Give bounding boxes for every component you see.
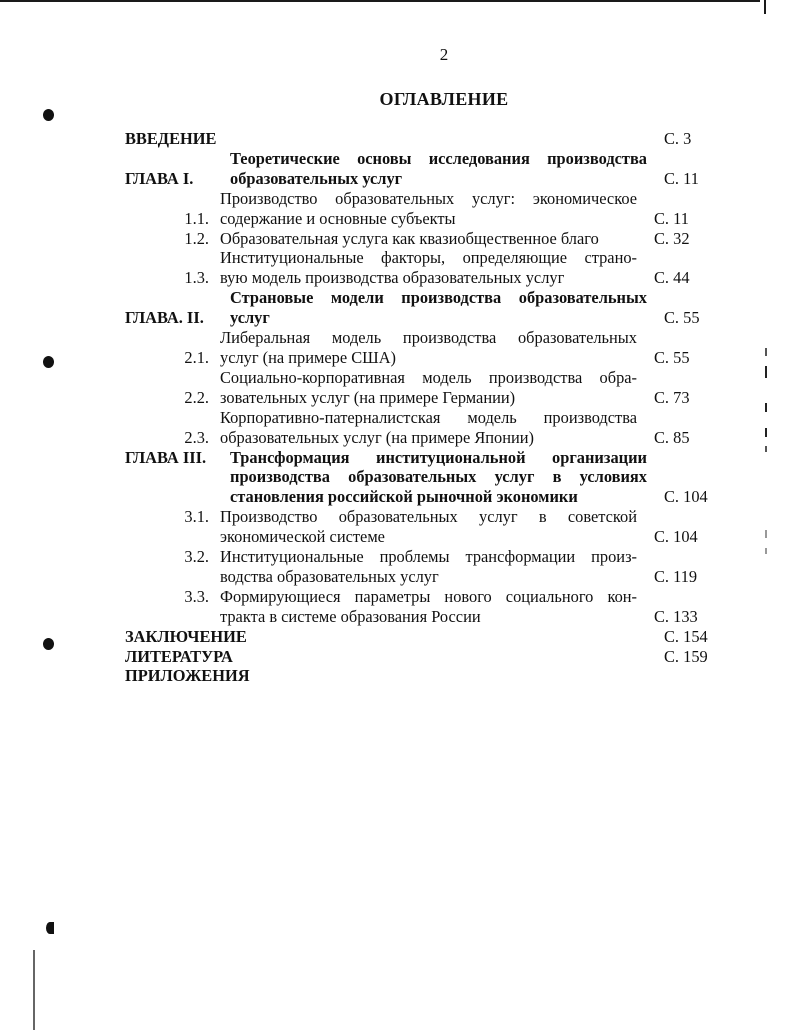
page-ref: С. 73 bbox=[654, 387, 690, 407]
chapter-title bbox=[230, 149, 647, 189]
chapter-label: ГЛАВА. II. bbox=[125, 308, 204, 328]
title-line: Производство образовательных услуг: экономическое bbox=[220, 188, 637, 208]
toc-entry-section-3-3 bbox=[125, 587, 715, 627]
page-ref: С. 104 bbox=[654, 527, 698, 547]
toc-entry-section-1-1 bbox=[125, 189, 715, 229]
section-title bbox=[220, 229, 637, 249]
page-ref: С. 159 bbox=[664, 646, 708, 666]
title-line: услуг bbox=[230, 308, 270, 328]
toc-entry-section-3-2 bbox=[125, 547, 715, 587]
scan-speck bbox=[765, 446, 767, 452]
toc-entry-chapter-1 bbox=[125, 149, 715, 189]
title-line: вую модель производства образовательных услуг bbox=[220, 268, 565, 288]
section-title bbox=[220, 189, 637, 229]
punch-hole-2 bbox=[43, 356, 54, 368]
entry-label: ЛИТЕРАТУРА bbox=[125, 646, 233, 666]
title-line: Трансформация институциональной организации bbox=[230, 447, 647, 467]
title-line: тракта в системе образования России bbox=[220, 606, 481, 626]
page-number: 2 bbox=[439, 45, 449, 64]
section-title bbox=[220, 328, 637, 368]
chapter-label: ГЛАВА III. bbox=[125, 447, 207, 467]
page-ref: С. 11 bbox=[654, 208, 689, 228]
punch-hole-1 bbox=[43, 109, 54, 121]
chapter-title bbox=[230, 448, 647, 508]
entry-label: ВВЕДЕНИЕ bbox=[125, 129, 217, 148]
toc-entry-appendix bbox=[125, 666, 715, 686]
title-line: Теоретические основы исследования производства bbox=[230, 148, 647, 168]
toc-entry-section-3-1 bbox=[125, 507, 715, 547]
table-of-contents bbox=[125, 129, 715, 686]
entry-label: ПРИЛОЖЕНИЯ bbox=[125, 666, 250, 686]
toc-entry-chapter-2 bbox=[125, 288, 715, 328]
punch-hole-3 bbox=[43, 638, 54, 650]
title-line: Социально-корпоративная модель производства обра- bbox=[220, 367, 637, 387]
section-number: 3.2. bbox=[184, 547, 209, 567]
toc-entry-section-1-3 bbox=[125, 248, 715, 288]
page-ref: С. 55 bbox=[654, 347, 690, 367]
page-ref: С. 11 bbox=[664, 168, 699, 188]
toc-entry-conclusion bbox=[125, 627, 715, 647]
title-line: зовательных услуг (на примере Германии) bbox=[220, 387, 516, 407]
page-ref: С. 119 bbox=[654, 566, 698, 586]
page-ref: С. 104 bbox=[664, 487, 708, 507]
section-title bbox=[220, 507, 637, 547]
page-ref: С. 85 bbox=[654, 427, 690, 447]
scan-speck bbox=[765, 403, 767, 412]
title-line: Формирующиеся параметры нового социального кон- bbox=[220, 586, 637, 606]
toc-entry-literature bbox=[125, 647, 715, 667]
title-line: производства образовательных услуг в условиях bbox=[230, 467, 647, 487]
scan-right-edge bbox=[764, 0, 766, 14]
chapter-label: ГЛАВА I. bbox=[125, 168, 194, 188]
section-number: 3.3. bbox=[184, 586, 209, 606]
scan-speck bbox=[765, 366, 767, 378]
title-line: Образовательная услуга как квазиобщественное благо bbox=[220, 228, 599, 248]
title-line: экономической системе bbox=[220, 527, 385, 547]
toc-entry-section-2-1 bbox=[125, 328, 715, 368]
scan-speck bbox=[765, 530, 767, 538]
title-line: Производство образовательных услуг в советской bbox=[220, 507, 637, 527]
toc-entry-intro bbox=[125, 129, 715, 149]
title-line: Страновые модели производства образовательных bbox=[230, 288, 647, 308]
toc-entry-section-2-3 bbox=[125, 408, 715, 448]
section-number: 1.3. bbox=[184, 268, 209, 288]
scan-speck bbox=[765, 548, 767, 554]
punch-hole-4 bbox=[46, 922, 54, 934]
toc-entry-section-1-2 bbox=[125, 229, 715, 249]
title-line: содержание и основные субъекты bbox=[220, 208, 456, 228]
title-line: водства образовательных услуг bbox=[220, 566, 439, 586]
section-number: 3.1. bbox=[184, 507, 209, 527]
title-line: Либеральная модель производства образовательных bbox=[220, 328, 637, 348]
entry-label: ЗАКЛЮЧЕНИЕ bbox=[125, 626, 247, 646]
scan-speck bbox=[765, 348, 767, 356]
scan-top-line bbox=[0, 0, 760, 2]
section-title bbox=[220, 368, 637, 408]
section-title bbox=[220, 408, 637, 448]
section-number: 1.1. bbox=[184, 208, 209, 228]
section-title bbox=[220, 587, 637, 627]
toc-entry-chapter-3 bbox=[125, 448, 715, 508]
title-line: Институциональные проблемы трансформации произ- bbox=[220, 547, 637, 567]
section-number: 1.2. bbox=[184, 228, 209, 248]
title-line: становления российской рыночной экономики bbox=[230, 487, 578, 507]
title-line: образовательных услуг (на примере Японии) bbox=[220, 427, 535, 447]
section-title bbox=[220, 547, 637, 587]
toc-title: ОГЛАВЛЕНИЕ bbox=[379, 89, 509, 109]
page-ref: С. 3 bbox=[664, 129, 692, 148]
scan-left-edge bbox=[33, 950, 35, 1030]
section-number: 2.2. bbox=[184, 387, 209, 407]
title-line: образовательных услуг bbox=[230, 168, 403, 188]
chapter-title bbox=[230, 288, 647, 328]
section-title bbox=[220, 248, 637, 288]
scan-speck bbox=[765, 428, 767, 437]
page-ref: С. 133 bbox=[654, 606, 698, 626]
page-ref: С. 55 bbox=[664, 308, 700, 328]
toc-entry-section-2-2 bbox=[125, 368, 715, 408]
page-ref: С. 44 bbox=[654, 268, 690, 288]
page-ref: С. 154 bbox=[664, 626, 708, 646]
title-line: Корпоративно-патерналистская модель производства bbox=[220, 407, 637, 427]
section-number: 2.1. bbox=[184, 347, 209, 367]
title-line: услуг (на примере США) bbox=[220, 347, 396, 367]
title-line: Институциональные факторы, определяющие страно- bbox=[220, 248, 637, 268]
section-number: 2.3. bbox=[184, 427, 209, 447]
page-ref: С. 32 bbox=[654, 228, 690, 248]
